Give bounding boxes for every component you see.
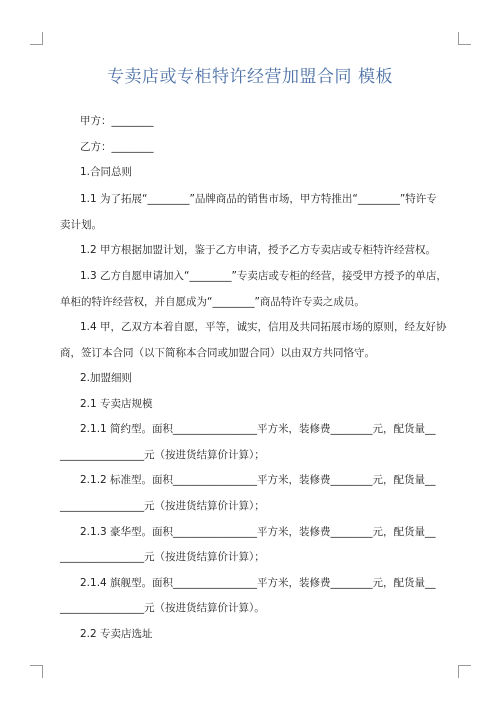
paragraph-line: ________________元（按进货结算价计算）。 [60, 602, 265, 614]
paragraph-line: 2.1.3 豪华型。面积________________平方米，装修费________元，配货量__ [80, 526, 436, 538]
crop-mark-bottom-left [30, 665, 43, 678]
paragraph-line: ________________元（按进货结算价计算）； [60, 551, 265, 563]
paragraph-line: ________________元（按进货结算价计算）； [60, 500, 265, 512]
party-a-line: 甲方：________ [80, 115, 154, 127]
crop-mark-top-right [458, 32, 471, 45]
crop-mark-top-left [30, 32, 43, 45]
paragraph-line: 2.1.4 旗舰型。面积________________平方米，装修费________元，配货量__ [80, 577, 436, 589]
paragraph-line: 商，签订本合同（以下简称本合同或加盟合同）以由双方共同恪守。 [60, 347, 375, 359]
paragraph-line: 1.1 为了拓展“________”品牌商品的销售市场，甲方特推出“________”特许专 [80, 193, 437, 205]
subsection-heading: 2.1 专卖店规模 [80, 398, 153, 410]
paragraph-line: ________________元（按进货结算价计算）； [60, 449, 265, 461]
paragraph-line: 2.1.2 标准型。面积________________平方米，装修费________元，配货量__ [80, 474, 436, 486]
paragraph-line: 1.2 甲方根据加盟计划，鉴于乙方申请，授予乙方专卖店或专柜特许经营权。 [80, 244, 437, 256]
party-b-line: 乙方：________ [80, 141, 154, 153]
paragraph-line: 1.4 甲，乙双方本着自愿，平等，诚实，信用及共同拓展市场的原则，经友好协 [80, 321, 447, 333]
subsection-heading: 2.2 专卖店选址 [80, 628, 153, 640]
paragraph-line: 单柜的特许经营权，并自愿成为“________”商品特许专卖之成员。 [60, 296, 365, 308]
document-title: 专卖店或专柜特许经营加盟合同 模板 [107, 67, 393, 87]
paragraph-line: 2.1.1 简约型。面积________________平方米，装修费________元，配货量__ [80, 423, 436, 435]
paragraph-line: 卖计划。 [60, 219, 102, 231]
paragraph-line: 1.3 乙方自愿申请加入“________”专卖店或专柜的经营，接受甲方授予的单店， [80, 270, 447, 282]
section-heading: 1.合同总则 [80, 166, 133, 178]
crop-mark-bottom-right [458, 665, 471, 678]
section-heading: 2.加盟细则 [80, 372, 133, 384]
